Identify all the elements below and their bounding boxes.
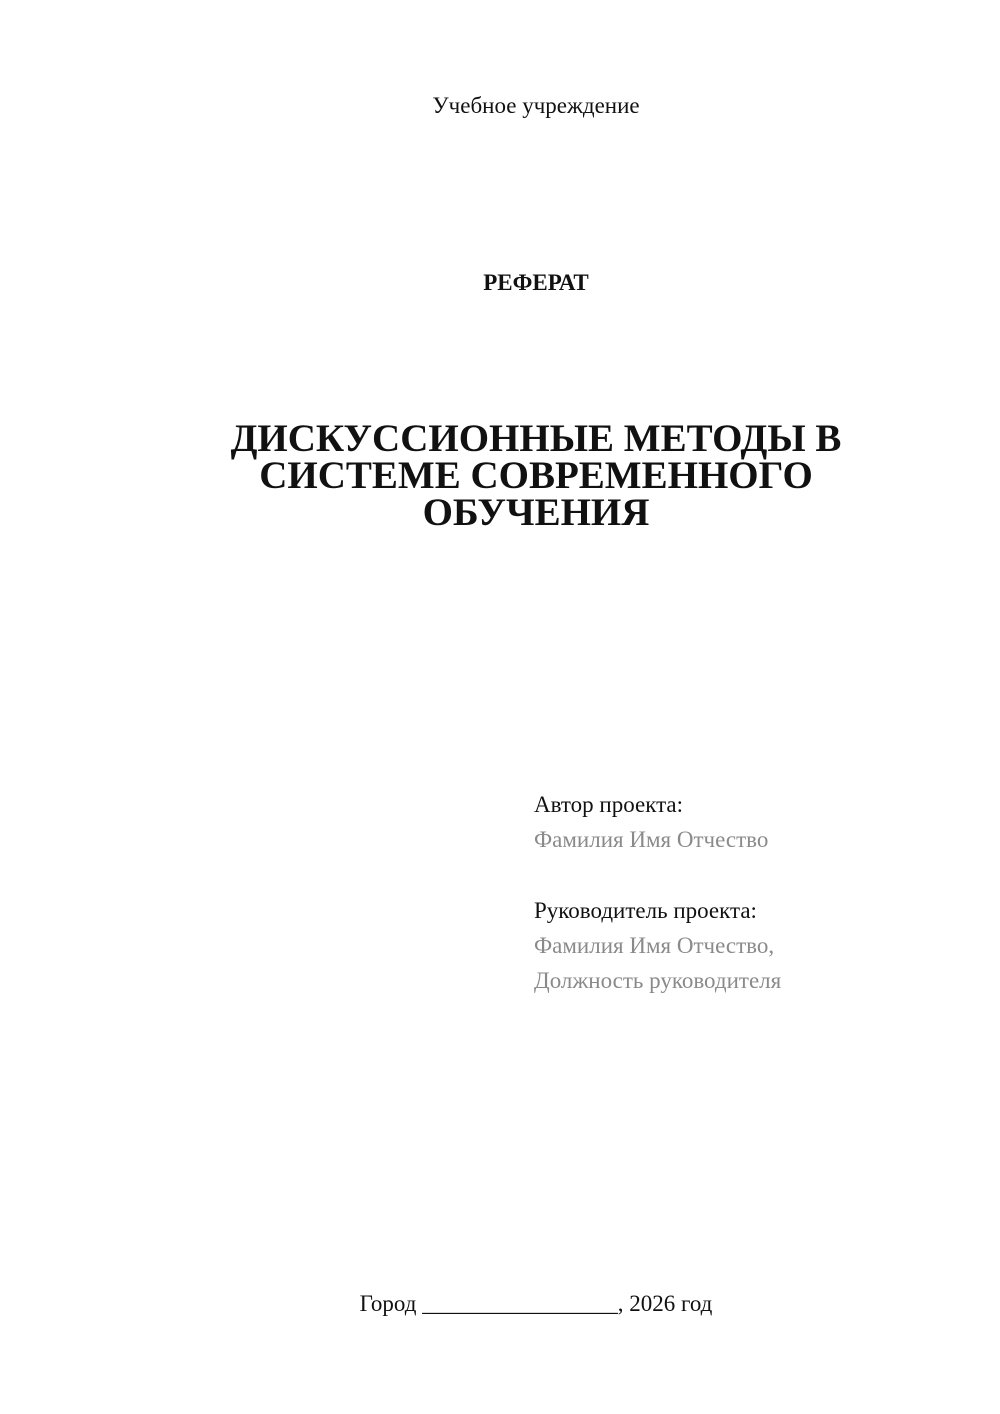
document-type: РЕФЕРАТ [483, 270, 589, 295]
institution-name: Учебное учреждение [432, 93, 640, 118]
document-title: ДИСКУССИОННЫЕ МЕТОДЫ В СИСТЕМЕ СОВРЕМЕННОГО ОБУЧЕНИЯ [230, 417, 842, 534]
supervisor-label: Руководитель проекта: [534, 898, 757, 923]
city-year-line: Город _________________, 2026 год [359, 1291, 713, 1316]
author-label: Автор проекта: [534, 792, 683, 817]
credits-block [534, 787, 974, 998]
supervisor-position-placeholder: Должность руководителя [534, 968, 782, 993]
author-name-placeholder: Фамилия Имя Отчество [534, 827, 769, 852]
supervisor-name-placeholder: Фамилия Имя Отчество, [534, 933, 775, 958]
credits-spacer [534, 857, 974, 893]
